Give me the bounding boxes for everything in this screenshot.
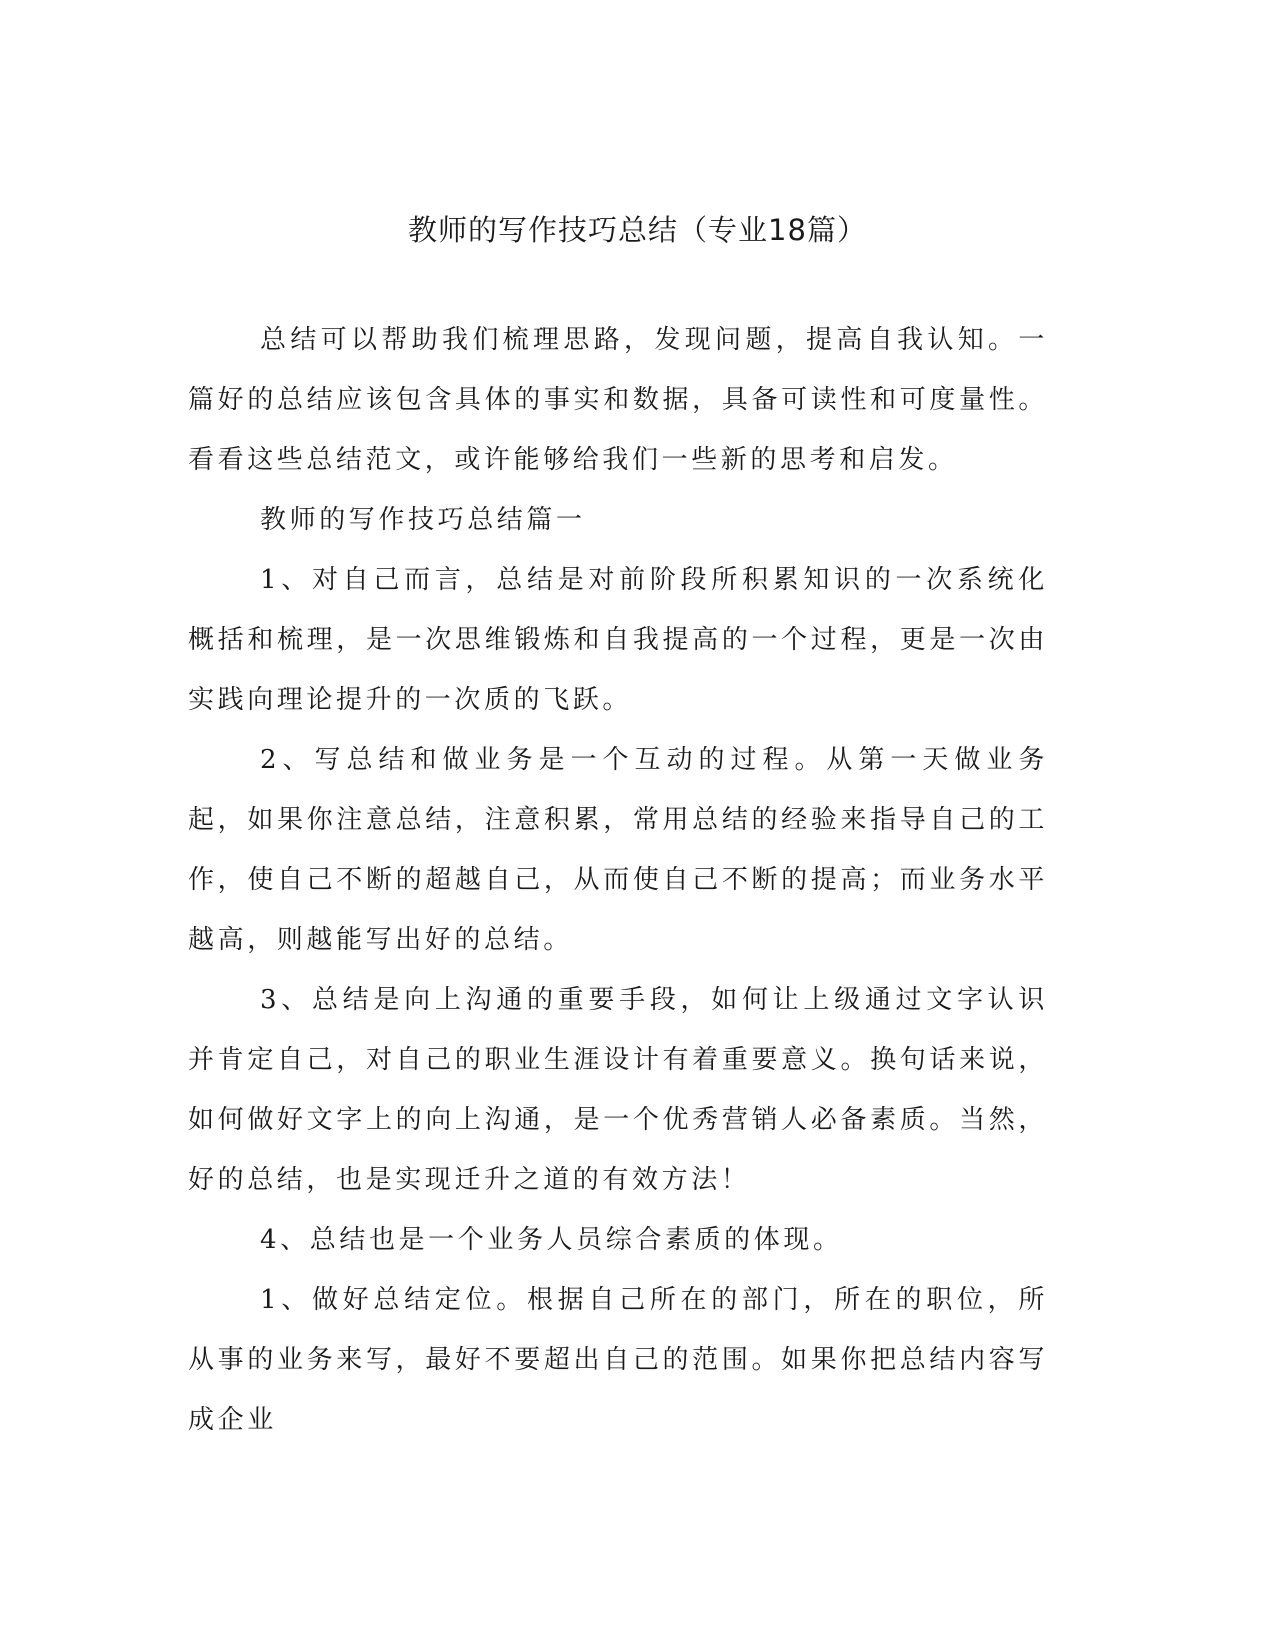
body-paragraph: 4、总结也是一个业务人员综合素质的体现。 [260,1225,843,1255]
intro-paragraph: 总结可以帮助我们梳理思路，发现问题，提高自我认知。一篇好的总结应该包含具体的事实和数据，具备可读性和可度量性。看看这些总结范文，或许能够给我们一些新的思考和启发。 [188,325,1048,475]
section-heading: 教师的写作技巧总结篇一 [260,505,586,535]
body-paragraph: 2、写总结和做业务是一个互动的过程。从第一天做业务起，如果你注意总结，注意积累，常用总结的经验来指导自己的工作，使自己不断的超越自己，从而使自己不断的提高；而业务水平越高，则越能写出好的总结。 [188,745,1048,955]
document-title: 教师的写作技巧总结（专业18篇） [408,213,867,247]
body-paragraph: 1、对自己而言，总结是对前阶段所积累知识的一次系统化概括和梳理，是一次思维锻炼和自我提高的一个过程，更是一次由实践向理论提升的一次质的飞跃。 [188,565,1048,715]
body-paragraph: 1、做好总结定位。根据自己所在的部门，所在的职位，所从事的业务来写，最好不要超出自己的范围。如果你把总结内容写成企业 [188,1285,1048,1435]
document-body [188,310,1048,1450]
body-paragraph: 3、总结是向上沟通的重要手段，如何让上级通过文字认识并肯定自己，对自己的职业生涯设计有着重要意义。换句话来说，如何做好文字上的向上沟通，是一个优秀营销人必备素质。当然，好的总结，也是实现迁升之道的有效方法！ [188,985,1048,1195]
